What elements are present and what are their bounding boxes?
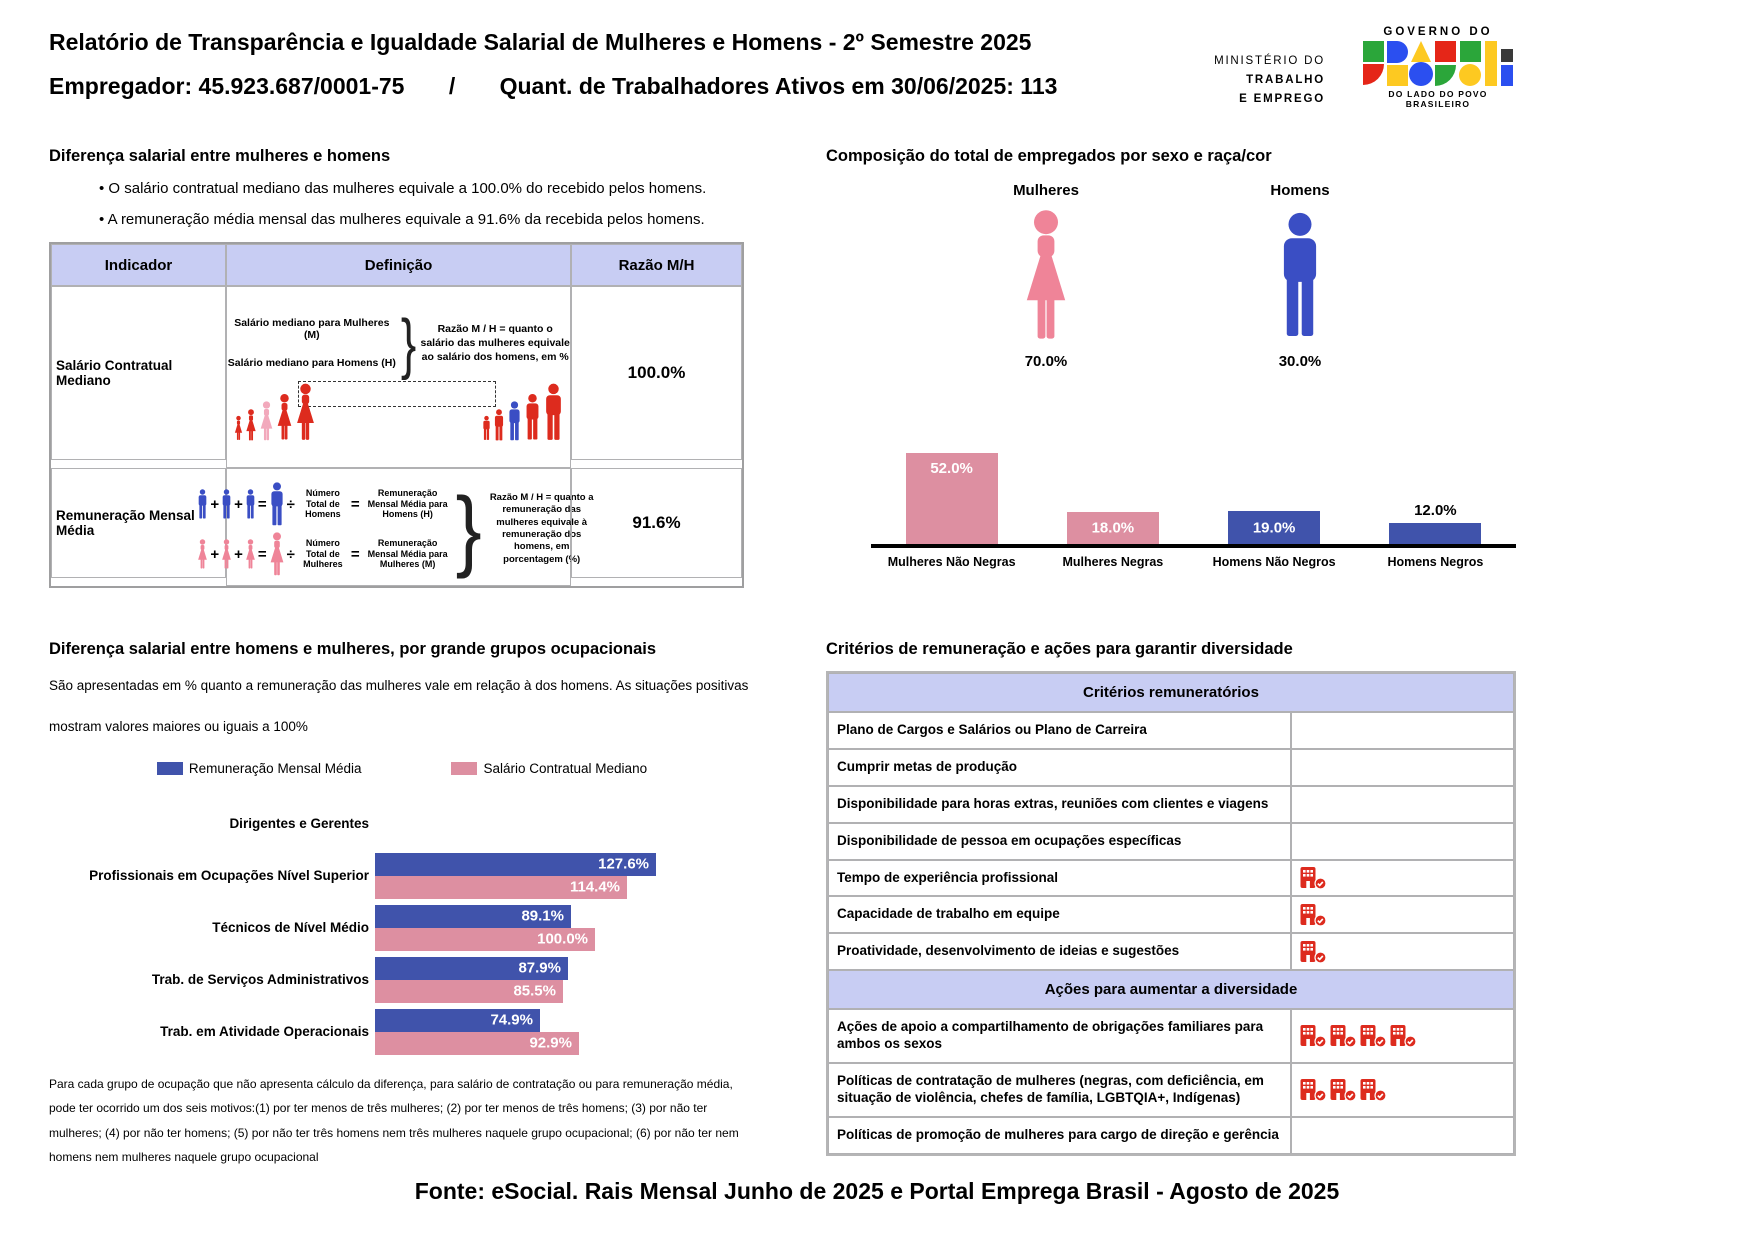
person-figure-icon <box>276 393 293 441</box>
bar-value-label: 92.9% <box>529 1034 572 1052</box>
report-header <box>49 30 1179 100</box>
criteria-row <box>828 749 1514 786</box>
bar-category-label: Homens Não Negros <box>1212 555 1336 569</box>
bar <box>375 853 656 876</box>
criteria-row <box>828 933 1514 970</box>
legend-label: Remuneração Mensal Média <box>188 760 362 776</box>
bar-value-label: 12.0% <box>1414 502 1457 519</box>
legend-item <box>157 761 362 776</box>
salary-diff-bullet-1: • O salário contratual mediano das mulheres equivale a 100.0% do recebido pelos homens. <box>99 180 744 197</box>
person-figure-icon <box>295 383 316 441</box>
legend-swatch <box>157 762 183 775</box>
criteria-row <box>828 786 1514 823</box>
criteria-icons-cell <box>1291 712 1514 749</box>
person-figure-icon <box>259 401 274 441</box>
criteria-icons-cell <box>1291 823 1514 860</box>
occupational-desc-line1: São apresentadas em % quanto a remuneração das mulheres vale em relação à dos homens. As situações positivas <box>49 678 749 693</box>
bar <box>375 905 571 928</box>
criteria-label: Capacidade de trabalho em equipe <box>828 896 1291 933</box>
men-column <box>1190 182 1410 370</box>
brace-icon: } <box>400 305 417 381</box>
definition-2 <box>210 468 594 586</box>
bar-value-label: 52.0% <box>930 460 973 477</box>
men-group-figures <box>482 383 564 441</box>
men-percentage: 30.0% <box>1278 353 1322 370</box>
brasil-mosaic-icon <box>1363 41 1513 87</box>
section-occupational <box>49 640 755 1170</box>
criteria-icons-cell <box>1291 933 1514 970</box>
employer-id: Empregador: 45.923.687/0001-75 <box>49 73 405 100</box>
gov-logo-bottom-text: DO LADO DO POVO BRASILEIRO <box>1388 89 1488 109</box>
result-label: Remuneração Mensal Média para Mulheres (M) <box>367 538 448 570</box>
criteria-row <box>828 1063 1514 1117</box>
bar-group <box>49 850 755 902</box>
bar <box>375 928 595 951</box>
col-header-razao: Razão M/H <box>571 244 742 286</box>
bar-category-label: Mulheres Não Negras <box>887 555 1016 569</box>
occupational-bar-chart <box>49 798 755 1058</box>
criteria-row <box>828 712 1514 749</box>
bar-category-label: Técnicos de Nível Médio <box>212 920 369 936</box>
women-column <box>936 182 1156 370</box>
criteria-row <box>828 896 1514 933</box>
ministry-line3: E EMPREGO <box>1239 92 1325 105</box>
indicator-name-2: Remuneração Mensal Média <box>51 468 226 578</box>
formula-row: + + = ÷ Número Total de Mulheres = Remuneração Mensal Média para Mulheres (M) <box>197 532 453 576</box>
company-check-icon <box>1300 1078 1327 1102</box>
company-check-icon <box>1300 903 1327 927</box>
criteria-label: Disponibilidade de pessoa em ocupações específicas <box>828 823 1291 860</box>
median-dashed-connector <box>298 381 496 407</box>
col-header-definicao: Definição <box>226 244 571 286</box>
gov-logo-top-text: GOVERNO DO <box>1383 26 1493 38</box>
ministry-line1: MINISTÉRIO DO <box>1214 55 1325 67</box>
bar-value-label: 19.0% <box>1252 519 1296 536</box>
criteria-label: Disponibilidade para horas extras, reuniões com clientes e viagens <box>828 786 1291 823</box>
bar <box>375 957 568 980</box>
governo-do-brasil-logo <box>1358 26 1518 109</box>
salary-diff-bullet-2: • A remuneração média mensal das mulheres equivale a 91.6% da recebida pelos homens. <box>99 211 744 228</box>
bar <box>906 453 998 544</box>
occupational-footnote: Para cada grupo de ocupação que não apresenta cálculo da diferença, para salário de contratação ou para remuneração média, pode ter ocorrido um dos seis motivos:(1) por ter menos de três mulheres; (2) por ter menos de três homens; (3) por não ter mulheres; (4) por não ter homens; (5) por não ter três homens nem três mulheres naquele grupo ocupacional; (6) por não ter nem homens nem mulheres naquele grupo ocupacional <box>49 1076 739 1165</box>
report-title: Relatório de Transparência e Igualdade Salarial de Mulheres e Homens - 2º Semestre 2025 <box>49 29 1032 55</box>
company-check-icon <box>1330 1078 1357 1102</box>
ratio-note-1: Razão M / H = quanto o salário das mulheres equivale ao salário dos homens, em % <box>420 322 570 364</box>
report-subtitle <box>49 73 1179 100</box>
source-footer: Fonte: eSocial. Rais Mensal Junho de 2025 e Portal Emprega Brasil - Agosto de 2025 <box>414 1178 1340 1204</box>
ratio-value-2: 91.6% <box>571 468 742 578</box>
women-group-figures <box>234 383 316 441</box>
criteria-icons-cell <box>1291 860 1514 897</box>
bar <box>375 980 563 1003</box>
section-composition <box>826 147 1520 569</box>
person-figure-icon <box>543 383 564 441</box>
bar-slot <box>871 453 1032 544</box>
bar-slot <box>1194 511 1355 544</box>
bar-value-label: 89.1% <box>521 907 564 925</box>
women-label: Mulheres <box>1013 182 1079 199</box>
formula-row: + + = ÷ Número Total de Homens = Remuneração Mensal Média para Homens (H) <box>197 482 453 526</box>
person-figure-icon <box>234 415 243 441</box>
person-figure-icon <box>493 409 505 441</box>
divisor-label: Número Total de Homens <box>305 488 341 520</box>
criteria-icons-cell <box>1291 1117 1514 1154</box>
person-figure-icon <box>269 482 285 526</box>
composition-heading: Composição do total de empregados por sexo e raça/cor <box>826 147 1272 165</box>
bar-category-label: Dirigentes e Gerentes <box>229 816 369 832</box>
criteria-icons-cell <box>1291 1063 1514 1117</box>
indicator-table <box>49 242 744 588</box>
bar-category-label: Trab. de Serviços Administrativos <box>151 972 369 988</box>
bar-value-label: 18.0% <box>1091 519 1135 537</box>
criteria-label: Cumprir metas de produção <box>828 749 1291 786</box>
person-figure-icon <box>197 489 208 519</box>
result-label: Remuneração Mensal Média para Homens (H) <box>367 488 448 520</box>
bar-value-label: 85.5% <box>513 982 556 1000</box>
criteria-label: Políticas de contratação de mulheres (negras, com deficiência, em situação de violência, chefes de família, LGBTQIA+, Indígenas) <box>828 1063 1291 1117</box>
ratio-note-2: Razão M / H = quanto a remuneração das mulheres equivale à remuneração dos homens, em porcentagem (%) <box>489 491 594 565</box>
brace-icon: } <box>455 478 482 580</box>
bar-slot <box>1032 512 1193 544</box>
company-check-icon <box>1300 866 1327 890</box>
chart-legend <box>49 761 755 776</box>
legend-label: Salário Contratual Mediano <box>483 760 648 776</box>
occupational-heading: Diferença salarial entre homens e mulheres, por grande grupos ocupacionais <box>49 640 657 658</box>
bar-category-label: Profissionais em Ocupações Nível Superior <box>89 868 369 884</box>
ratio-value-1: 100.0% <box>571 286 742 460</box>
criteria-label: Ações de apoio a compartilhamento de obrigações familiares para ambos os sexos <box>828 1009 1291 1063</box>
bar-value-label: 127.6% <box>598 855 649 873</box>
company-check-icon <box>1300 1024 1327 1048</box>
bar-group <box>49 954 755 1006</box>
criteria-row <box>828 1009 1514 1063</box>
criteria-icons-cell <box>1291 749 1514 786</box>
bar <box>1228 511 1320 544</box>
woman-icon <box>1021 209 1071 341</box>
company-check-icon <box>1360 1024 1387 1048</box>
legend-item <box>451 761 647 776</box>
separator: / <box>448 73 456 100</box>
person-figure-icon <box>245 409 257 441</box>
bar <box>1067 512 1159 544</box>
race-gender-bar-chart <box>871 394 1516 569</box>
bar-group <box>49 902 755 954</box>
person-figure-icon <box>221 489 232 519</box>
criteria-table <box>826 671 1516 1156</box>
person-figure-icon <box>197 539 208 569</box>
bar-value-label: 100.0% <box>537 930 588 948</box>
person-figure-icon <box>245 489 256 519</box>
bar <box>375 1009 540 1032</box>
person-figure-icon <box>221 539 232 569</box>
criteria-label: Plano de Cargos e Salários ou Plano de Carreira <box>828 712 1291 749</box>
criteria-heading: Critérios de remuneração e ações para garantir diversidade <box>826 640 1293 658</box>
bar-group <box>49 1006 755 1058</box>
person-figure-icon <box>269 532 285 576</box>
criteria-icons-cell <box>1291 1009 1514 1063</box>
bar-slot <box>1355 502 1516 544</box>
section-salary-difference <box>49 147 744 588</box>
median-women-label: Salário mediano para Mulheres (M) <box>234 317 390 341</box>
criteria-icons-cell <box>1291 896 1514 933</box>
bar-value-label: 74.9% <box>490 1011 533 1029</box>
bar <box>1389 523 1481 544</box>
ministry-logo-text <box>1175 52 1325 109</box>
bar-category-label: Homens Negros <box>1387 555 1484 569</box>
company-check-icon <box>1360 1078 1387 1102</box>
person-figure-icon <box>482 415 491 441</box>
criteria-label: Políticas de promoção de mulheres para cargo de direção e gerência <box>828 1117 1291 1154</box>
criteria-section-header: Critérios remuneratórios <box>828 673 1514 712</box>
bar-category-label: Mulheres Negras <box>1062 555 1164 569</box>
bar-category-label: Trab. em Atividade Operacionais <box>160 1024 369 1040</box>
divisor-label: Número Total de Mulheres <box>303 538 343 570</box>
criteria-label: Tempo de experiência profissional <box>828 860 1291 897</box>
person-figure-icon <box>245 539 256 569</box>
active-workers: Quant. de Trabalhadores Ativos em 30/06/2025: 113 <box>499 73 1058 100</box>
indicator-name-1: Salário Contratual Mediano <box>51 286 226 460</box>
section-criteria <box>826 640 1516 1156</box>
people-figures-illustration <box>234 375 564 441</box>
bar-value-label: 114.4% <box>569 878 620 896</box>
man-icon <box>1277 209 1323 341</box>
criteria-row <box>828 823 1514 860</box>
median-men-label: Salário mediano para Homens (H) <box>227 357 396 369</box>
bar <box>375 876 627 899</box>
person-figure-icon <box>524 393 541 441</box>
definition-1 <box>226 286 571 468</box>
criteria-row <box>828 860 1514 897</box>
criteria-label: Proatividade, desenvolvimento de ideias e sugestões <box>828 933 1291 970</box>
occupational-desc-line2: mostram valores maiores ou iguais a 100% <box>49 718 308 734</box>
criteria-icons-cell <box>1291 786 1514 823</box>
criteria-row <box>828 1117 1514 1154</box>
bar <box>375 1032 579 1055</box>
men-label: Homens <box>1270 182 1330 199</box>
person-figure-icon <box>507 401 522 441</box>
legend-swatch <box>451 762 477 775</box>
ministry-line2: TRABALHO <box>1246 73 1325 86</box>
col-header-indicador: Indicador <box>51 244 226 286</box>
bar-group <box>49 798 755 850</box>
criteria-section-header: Ações para aumentar a diversidade <box>828 970 1514 1009</box>
bar-value-label: 87.9% <box>518 959 561 977</box>
company-check-icon <box>1330 1024 1357 1048</box>
women-percentage: 70.0% <box>1024 353 1068 370</box>
company-check-icon <box>1300 940 1327 964</box>
company-check-icon <box>1390 1024 1417 1048</box>
salary-diff-heading: Diferença salarial entre mulheres e homens <box>49 147 391 165</box>
